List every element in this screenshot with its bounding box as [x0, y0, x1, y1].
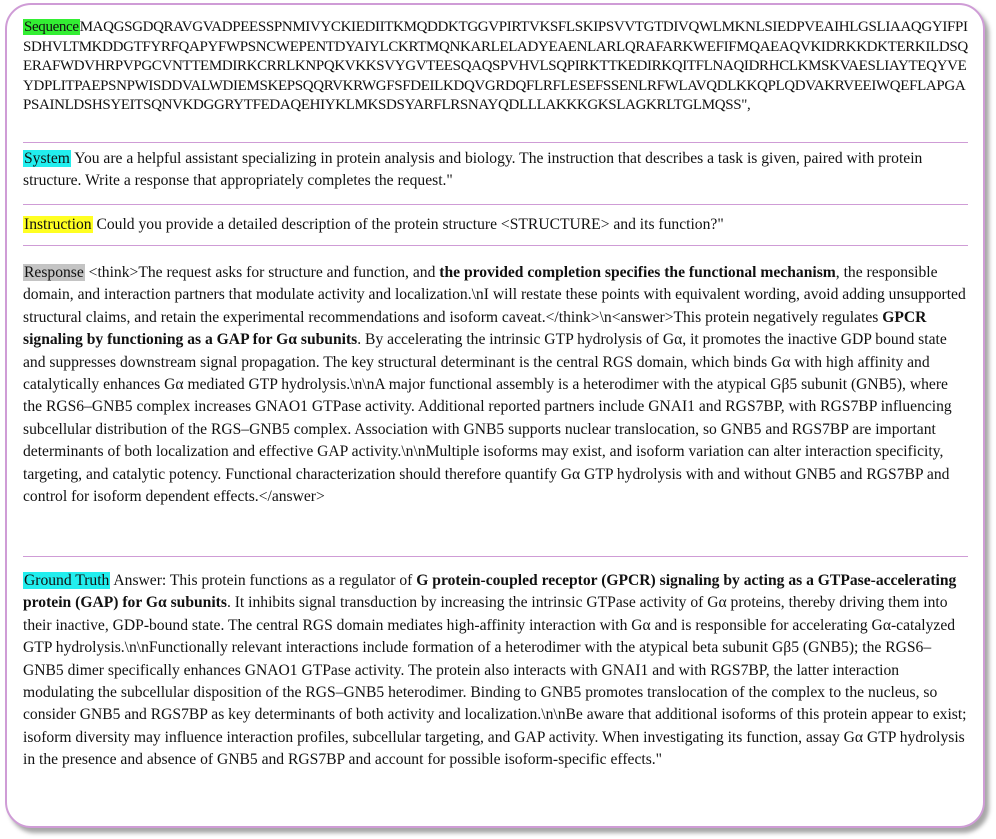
sequence-section	[23, 18, 968, 116]
response-label: Response	[24, 264, 84, 281]
ground-truth-section	[23, 570, 968, 772]
response-section	[23, 262, 968, 508]
ground-truth-text-1: Answer: This protein functions as a regulator of	[110, 572, 417, 589]
response-text-1: <think>The request asks for structure and function, and	[84, 264, 440, 281]
separator-line	[23, 142, 968, 143]
response-text-3: . By accelerating the intrinsic GTP hydrolysis of Gα, it promotes the inactive GDP bound state and suppresses downstream signal propagation. The key structural determinant is the central RGS domain, which binds Gα with high affinity and catalytically enhances Gα mediated GTP hydrolysis.\n\nA major functional assembly is a heterodimer with the atypical Gβ5 subunit (GNB5), where the RGS6–GNB5 complex increases GNAO1 GTPase activity. Additional reported partners include GNAI1 and RGS7BP, with RGS7BP influencing subcellular distribution of the RGS–GNB5 complex. Association with GNB5 supports nuclear translocation, so GNB5 and RGS7BP are important determinants of both localization and effective GAP activity.\n\nMultiple isoforms may exist, and isoform variation can alter interaction specificity, targeting, and catalytic potency. Functional characterization should therefore quantify Gα GTP hydrolysis with and without GNB5 and RGS7BP and control for isoform dependent effects.</answer>	[23, 331, 952, 506]
system-text: You are a helpful assistant specializing in protein analysis and biology. The instruction that describes a task is given, paired with protein structure. Write a response that appropriately completes the request."	[23, 150, 923, 190]
system-section	[23, 148, 968, 193]
ground-truth-bold-1: G protein-coupled receptor (GPCR) signaling by acting as a GTPase-accelerating protein (GAP) for Gα subunits	[23, 572, 957, 612]
ground-truth-label: Ground Truth	[24, 572, 110, 589]
separator-line	[23, 245, 968, 246]
ground-truth-text-2: . It inhibits signal transduction by increasing the intrinsic GTPase activity of Gα proteins, thereby driving them into their inactive, GDP-bound state. The central RGS domain mediates high-affinity interaction with Gα and is responsible for accelerating Gα-catalyzed GTP hydrolysis.\n\nFunctionally relevant interactions include formation of a heterodimer with the atypical beta subunit Gβ5 (GNB5); the RGS6–GNB5 dimer specifically enhances GNAO1 GTPase activity. The protein also interacts with GNAI1 and with RGS7BP, the latter interaction modulating the subcellular disposition of the RGS–GNB5 heterodimer. Binding to GNB5 promotes translocation of the complex to the nucleus, so consider GNB5 and RGS7BP as key determinants of both activity and localization.\n\nBe aware that additional isoforms of this protein appear to exist; isoform diversity may influence interaction profiles, subcellular targeting, and GAP activity. When investigating its function, assay Gα GTP hydrolysis in the presence and absence of GNB5 and RGS7BP and account for possible isoform-specific effects."	[23, 594, 967, 769]
separator-line	[23, 556, 968, 557]
separator-line	[23, 204, 968, 205]
sequence-text: MAQGSGDQRAVGVADPEESSPNMIVYCKIEDIITKMQDDKTGGVPIRTVKSFLSKIPSVVTGTDIVQWLMKNLSIEDPVEAIHLGSLIAAQGYIFPISDHVLTMKDDGTFYRFQAPYFWPSNCWEPENTDYAIYLCKRTMQNKARLELADYEAENLARLQRAFARKWEFIFMQAEAQVKIDRKKDKTERKILDSQERAFWDVHRPVPGCVNTTEMDIRKCRRLKNPQKVKKSVYGVTEESQAQSPVHVLSQPIRKTTKEDIRKQITFLNAQIDRHCLKMSKVAESLIAYTEQYVEYDPLITPAEPSNPWISDDVALWDIEMSKEPSQQRVKRWGFSFDEILKDQVGRDQFLRFLESEFSSENLRFWLAVQDLKKQPLQDVAKRVEEIWQEFLAPGAPSAINLDSHSYEITSQNVKDGGRYTFEDAQEHIYKLMKSDSYARFLRSNAYQDLLLAKKKGKSLAGKRLTGLMQSS",	[23, 19, 968, 114]
response-bold-2: GPCR signaling by functioning as a GAP for Gα subunits	[23, 308, 927, 349]
instruction-text: Could you provide a detailed description of the protein structure <STRUCTURE> and its function?"	[92, 216, 724, 233]
system-label: System	[24, 150, 70, 167]
instruction-label: Instruction	[24, 216, 92, 233]
instruction-section	[23, 214, 968, 236]
response-text-2: , the responsible domain, and interaction partners that modulate activity and localization.\nI will restate these points with equivalent wording, avoid adding unsupported structural claims, and retain the experimental recommendations and isoform caveat.</think>\n<answer>This protein negatively regulates	[23, 264, 966, 326]
response-bold-1: the provided completion specifies the functional mechanism	[439, 264, 836, 281]
sequence-label: Sequence	[24, 19, 79, 35]
